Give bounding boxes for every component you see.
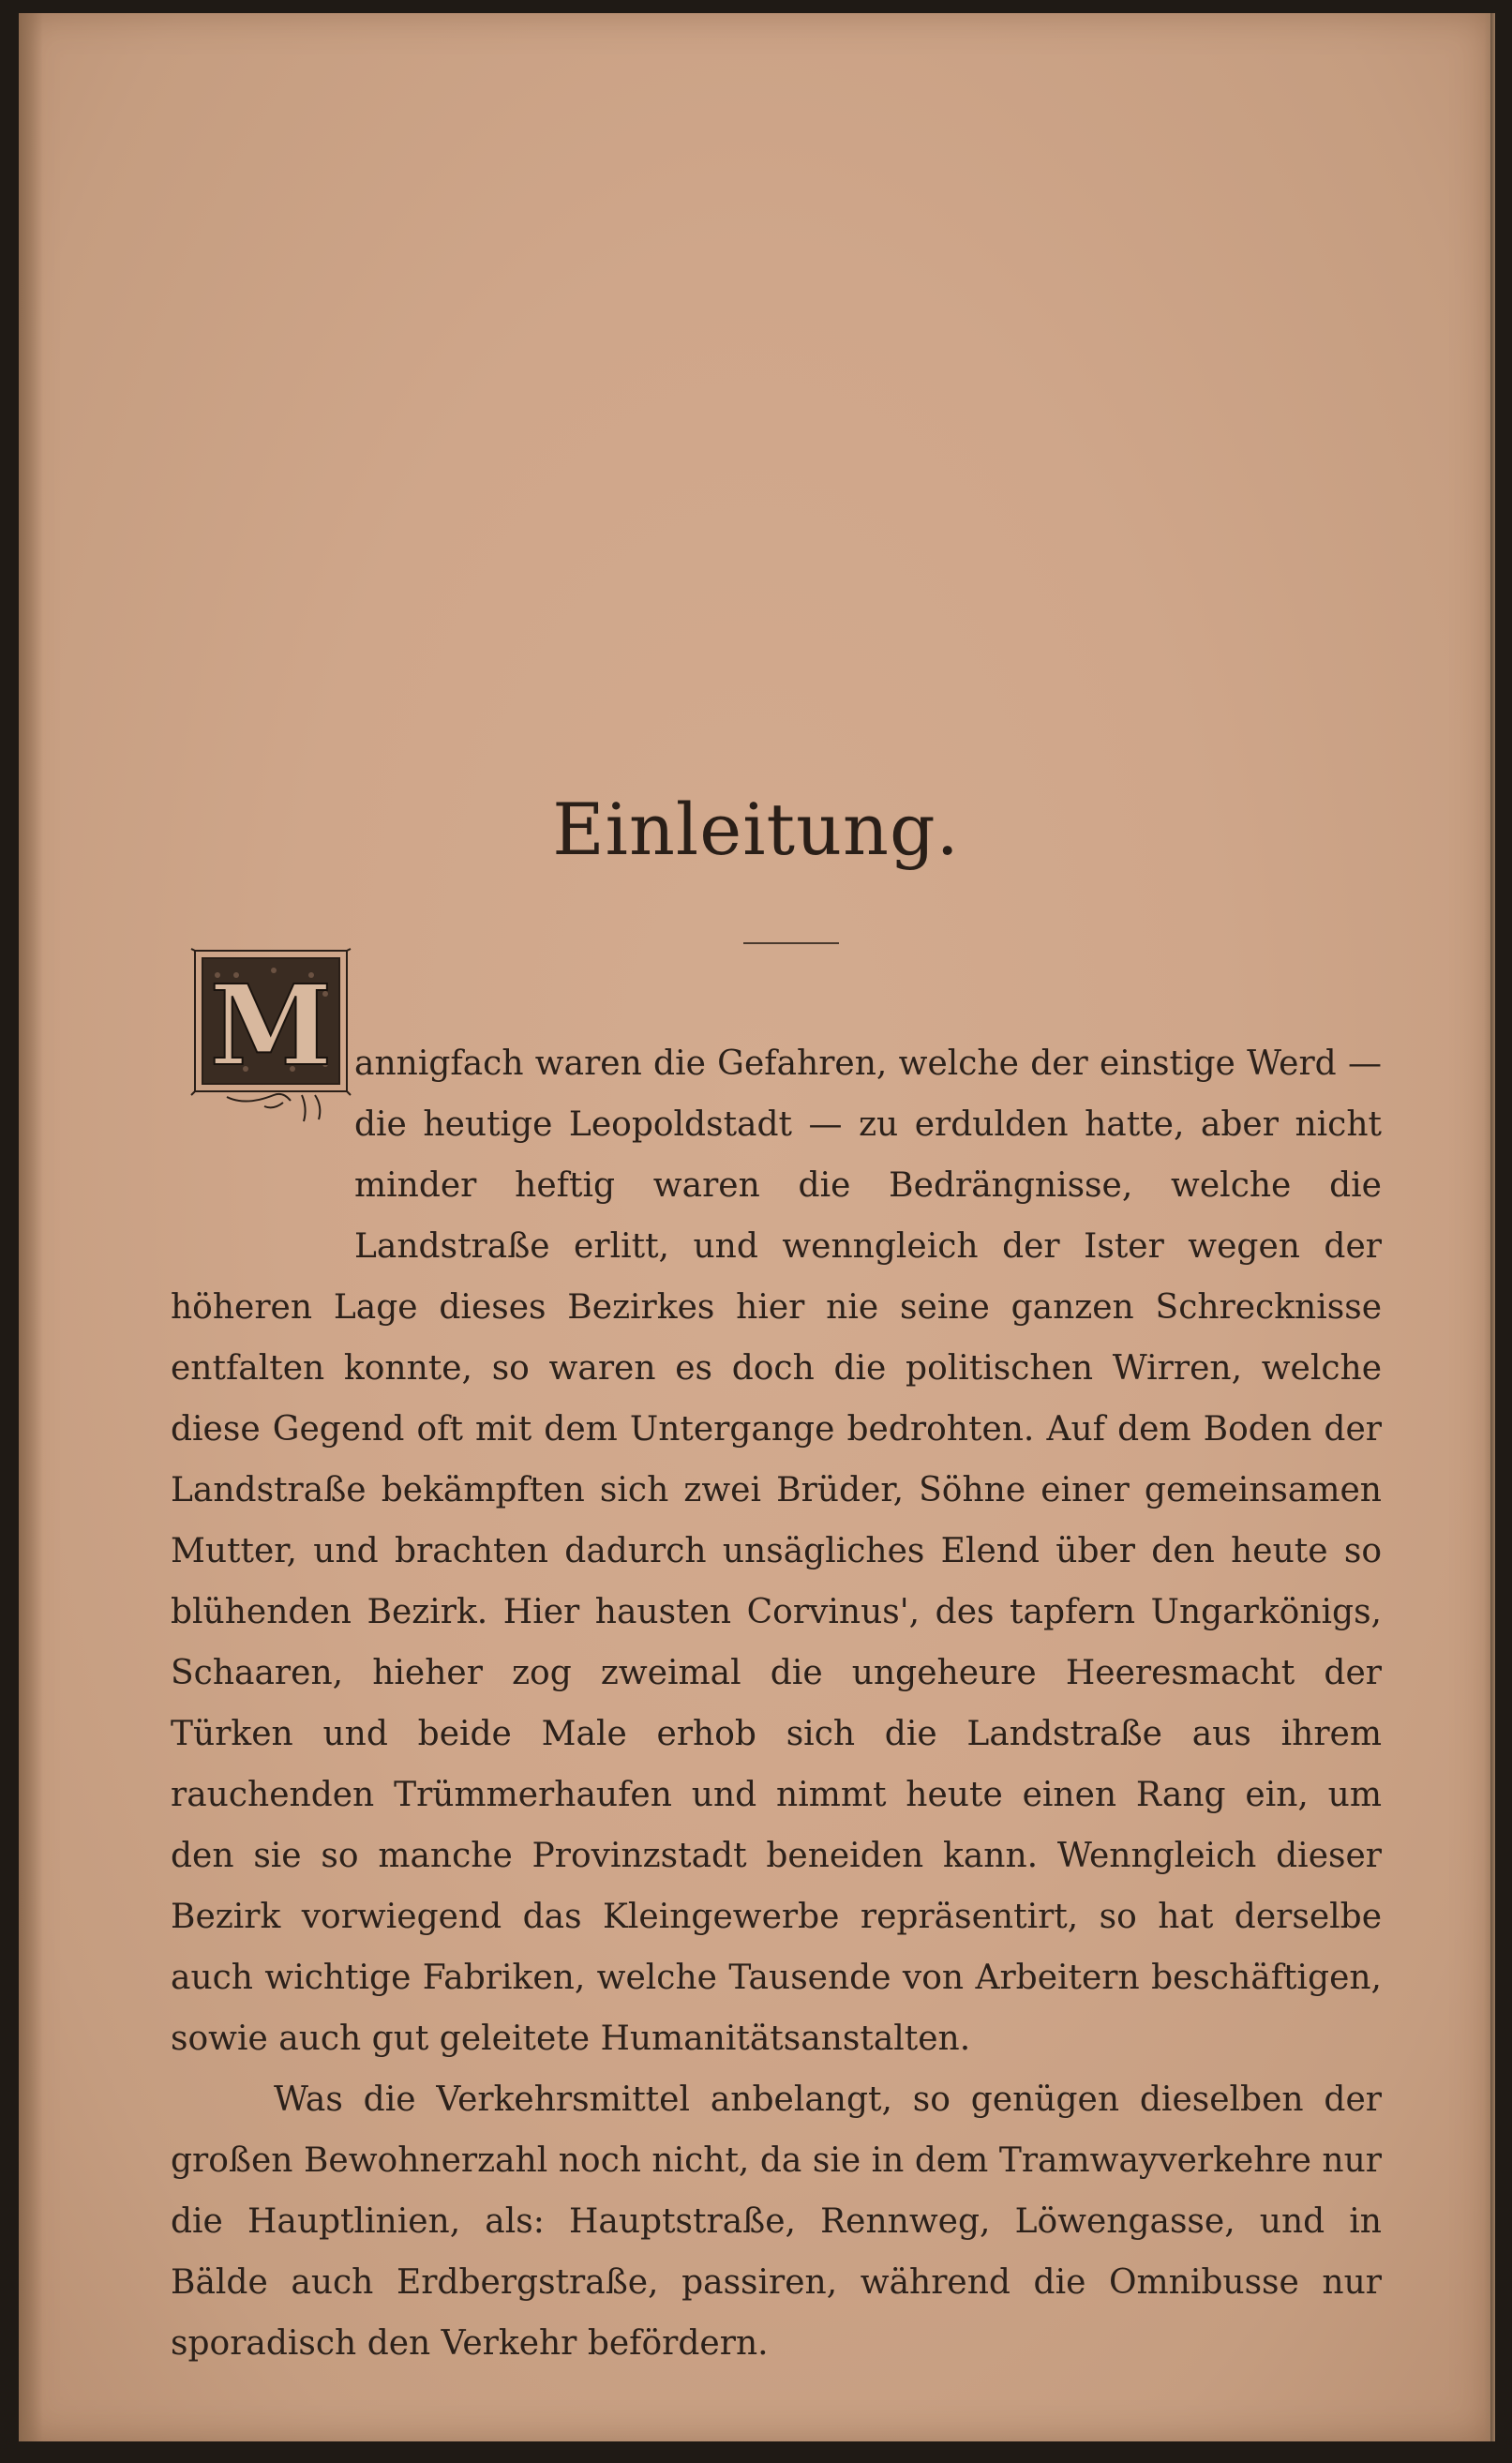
paragraph-1: annigfach waren die Gefahren, welche der einstige Werd — die heutige Leopoldstadt — zu erdulden hatte, aber nicht minder heftig waren die Bedrängnisse, welche die Landstraße erlitt, und wenngleich der Ister wegen der höheren Lage dieses Bezirkes hier nie seine ganzen Schrecknisse entfalten konnte, so waren es doch die politischen Wirren, welche diese Gegend oft mit dem Untergange bedrohten. Auf dem Boden der Landstraße bekämpften sich zwei Brüder, Söhne einer gemeinsamen Mutter, und brachten dadurch unsägliches Elend über den heute so blühenden Bezirk. Hier hausten Corvinus', des tapfern Ungarkönigs, Schaaren, hieher zog zweimal die ungeheure Heeresmacht der Türken und beide Male erhob sich die Landstraße aus ihrem rauchenden Trümmerhaufen und nimmt heute einen Rang ein, um den sie so manche Provinzstadt beneiden kann. Wenngleich dieser Bezirk vorwiegend das Kleingewerbe repräsentirt, so hat derselbe auch wichtige Fabriken, welche Tausende von Arbeitern beschäftigen, sowie auch gut geleitete Humanitätsanstalten. xyxy=(171,1044,1382,2058)
page-gutter-shadow xyxy=(19,13,43,2441)
chapter-title: Einleitung. xyxy=(552,788,960,871)
page-edge-shadow xyxy=(1484,13,1495,2441)
paragraph-2: Was die Verkehrsmittel anbelangt, so genügen dieselben der großen Bewohnerzahl noch nicht, da sie in dem Tramwayverkehre nur die Hauptlinien, als: Hauptstraße, Rennweg, Löwengasse, und in Bälde auch Erdbergstraße, passiren, während die Omnibusse nur sporadisch den Verkehr befördern. xyxy=(171,2080,1382,2363)
drop-cap-space xyxy=(171,1026,354,1262)
drop-cap-letter: M xyxy=(209,960,333,1090)
title-divider xyxy=(743,942,839,944)
body-text xyxy=(171,1033,1382,2374)
